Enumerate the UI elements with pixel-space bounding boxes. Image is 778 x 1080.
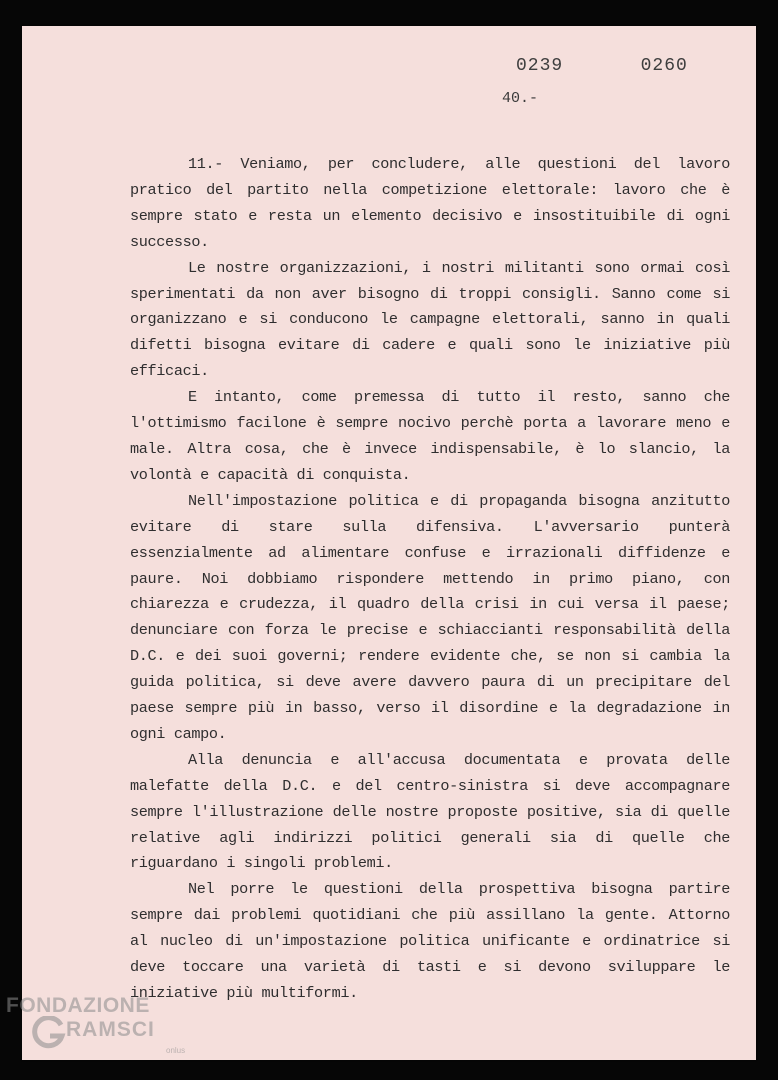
- watermark-line-3: onlus: [166, 1046, 186, 1055]
- paragraph: 11.- Veniamo, per concludere, alle questioni del lavoro pratico del partito nella competizione elettorale: lavoro che è sempre stato e resta un elemento decisivo e insostituibile di ogni successo.: [130, 155, 730, 251]
- document-body: [130, 152, 730, 1007]
- paragraph: Nell'impostazione politica e di propaganda bisogna anzitutto evitare di stare sulla difensiva. L'avversario punterà essenzialmente ad alimentare confuse e irrazionali diffidenze e paure. Noi dobbiamo rispondere mettendo in primo piano, con chiarezza e crudezza, il quadro della crisi in cui versa il paese; denunciare con forza le precise e schiaccianti responsabilità della D.C. e dei suoi governi; rendere evidente che, se non si cambia la guida politica, si deve avere davvero paura di un precipitare del paese sempre più in basso, verso il disordine e la degradazione in ogni campo.: [130, 491, 730, 743]
- paragraph: Nel porre le questioni della prospettiva bisogna partire sempre dai problemi quotidiani che più assillano la gente. Attorno al nucleo di un'impostazione politica unificante e ordinatrice si deve toccare una varietà di tasti e si devono sviluppare le iniziative più multiformi.: [130, 880, 730, 1002]
- paragraph: Alla denuncia e all'accusa documentata e provata delle malefatte della D.C. e del centro-sinistra si deve accompagnare sempre l'illustrazione delle nostre proposte positive, sia di quelle relative agli indirizzi politici generali sia di quelle che riguardano i singoli problemi.: [130, 750, 730, 873]
- gramsci-g-logo-icon: [32, 1016, 66, 1050]
- paragraph: Le nostre organizzazioni, i nostri militanti sono ormai così sperimentati da non aver bisogno di troppi consigli. Sanno come si organizzano e si conducono le campagne elettorali, sanno in quali difetti bisogna evitare di cadere e quali sono le iniziative più efficaci.: [130, 258, 730, 381]
- archive-number: 0239 0260: [516, 56, 688, 76]
- document-page: [22, 26, 756, 1060]
- watermark-line-1: FONDAZIONE: [6, 994, 150, 1017]
- watermark-line-2: RAMSCI: [66, 1018, 155, 1041]
- paragraph: E intanto, come premessa di tutto il resto, sanno che l'ottimismo facilone è sempre nocivo perchè porta a lavorare meno e male. Altra cosa, che è invece indispensabile, è lo slancio, la volontà e capacità di conquista.: [130, 388, 730, 484]
- fondazione-gramsci-watermark: [6, 994, 206, 1074]
- page-number: 40.-: [502, 90, 539, 107]
